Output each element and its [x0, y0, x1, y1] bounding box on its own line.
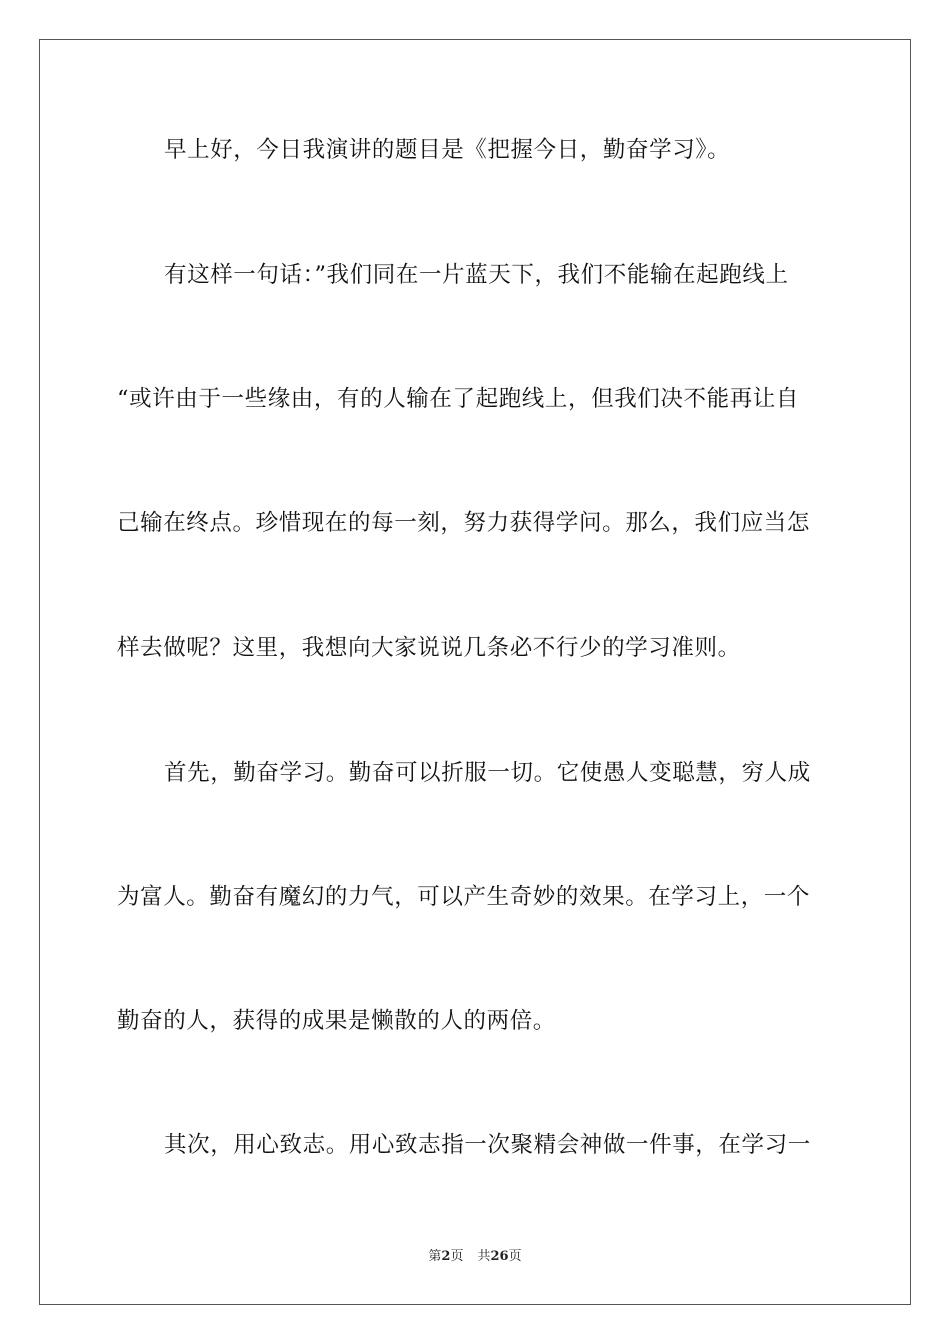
- page-suffix: 页: [450, 1249, 464, 1264]
- page-prefix: 第: [428, 1249, 442, 1264]
- paragraph-2-line-1: 有这样一句话：”我们同在一片蓝天下，我们不能输在起跑线上: [164, 262, 789, 288]
- paragraph-2-line-4: 样去做呢？这里，我想向大家说说几条必不行少的学习准则。: [117, 635, 741, 661]
- paragraph-3-line-3: 勤奋的人，获得的成果是懒散的人的两倍。: [117, 1008, 556, 1034]
- page-border: [39, 39, 911, 1305]
- paragraph-2-line-3: 己输在终点。珍惜现在的每一刻，努力获得学问。那么，我们应当怎: [117, 510, 811, 536]
- page-number: 2: [441, 1249, 451, 1264]
- total-prefix: 共: [477, 1249, 491, 1264]
- paragraph-3-line-2: 为富人。勤奋有魔幻的力气，可以产生奇妙的效果。在学习上，一个: [117, 884, 811, 910]
- paragraph-4-line-1: 其次，用心致志。用心致志指一次聚精会神做一件事，在学习一: [164, 1132, 811, 1158]
- total-pages: 26: [490, 1249, 509, 1264]
- total-suffix: 页: [508, 1249, 522, 1264]
- page-footer: [0, 1248, 950, 1266]
- paragraph-3-line-1: 首先，勤奋学习。勤奋可以折服一切。它使愚人变聪慧，穷人成: [164, 760, 811, 786]
- paragraph-2-line-2: “或许由于一些缘由，有的人输在了起跑线上，但我们决不能再让自: [117, 386, 800, 412]
- paragraph-1-line-1: 早上好，今日我演讲的题目是《把握今日，勤奋学习》。: [164, 137, 731, 163]
